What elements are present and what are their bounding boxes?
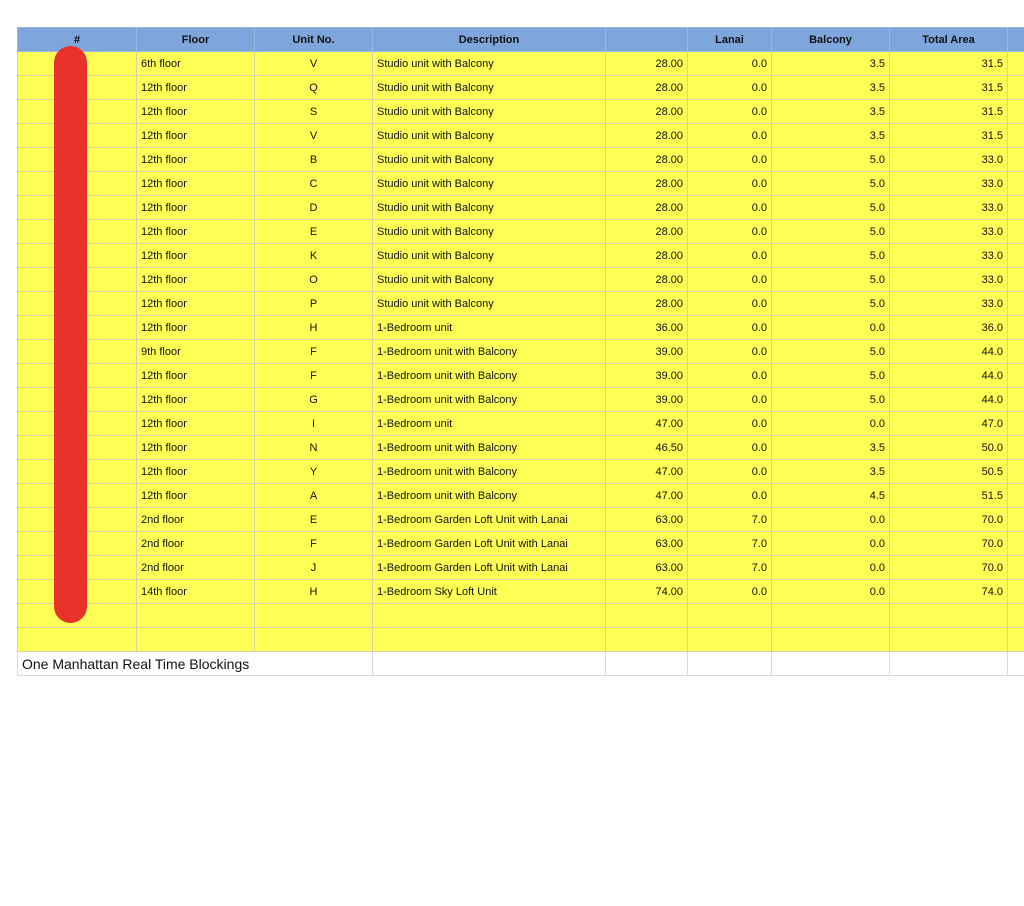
cell-description[interactable]: Studio unit with Balcony	[373, 148, 606, 172]
blank-row	[18, 628, 1024, 652]
cell-balcony[interactable]: 3.5	[772, 100, 890, 124]
cell-floor[interactable]: 12th floor	[137, 244, 255, 268]
cell-unit-no[interactable]: K	[255, 244, 373, 268]
cell-total-area[interactable]: 70.0	[890, 532, 1008, 556]
cell-description[interactable]: 1-Bedroom Garden Loft Unit with Lanai	[373, 556, 606, 580]
cell-balcony[interactable]: 0.0	[772, 580, 890, 604]
table-row	[18, 100, 1024, 124]
cell-area[interactable]: 28.00	[606, 268, 688, 292]
cell-floor[interactable]: 12th floor	[137, 268, 255, 292]
cell[interactable]	[688, 652, 772, 676]
table-row	[18, 388, 1024, 412]
cell-floor[interactable]: 12th floor	[137, 388, 255, 412]
cell-floor[interactable]: 2nd floor	[137, 532, 255, 556]
cell-area[interactable]: 28.00	[606, 76, 688, 100]
cell-lanai[interactable]: 0.0	[688, 436, 772, 460]
table-row	[18, 436, 1024, 460]
cell[interactable]	[255, 628, 373, 652]
cell-extra[interactable]	[1008, 436, 1024, 460]
cell-balcony[interactable]: 5.0	[772, 244, 890, 268]
cell-area[interactable]: 28.00	[606, 148, 688, 172]
cell-balcony[interactable]: 3.5	[772, 124, 890, 148]
cell-balcony[interactable]: 5.0	[772, 268, 890, 292]
cell-area[interactable]: 74.00	[606, 580, 688, 604]
cell-total-area[interactable]: 36.0	[890, 316, 1008, 340]
cell-total-area[interactable]: 33.0	[890, 196, 1008, 220]
cell-total-area[interactable]: 44.0	[890, 388, 1008, 412]
cell-extra[interactable]	[1008, 76, 1024, 100]
cell-description[interactable]: 1-Bedroom unit with Balcony	[373, 340, 606, 364]
cell-lanai[interactable]: 7.0	[688, 556, 772, 580]
header-lanai[interactable]: Lanai	[688, 28, 772, 52]
cell-balcony[interactable]: 0.0	[772, 556, 890, 580]
table-row	[18, 580, 1024, 604]
cell-unit-no[interactable]: O	[255, 268, 373, 292]
cell-unit-no[interactable]: C	[255, 172, 373, 196]
cell-balcony[interactable]: 5.0	[772, 220, 890, 244]
cell-floor[interactable]: 12th floor	[137, 220, 255, 244]
cell-total-area[interactable]: 31.5	[890, 100, 1008, 124]
cell-lanai[interactable]: 0.0	[688, 412, 772, 436]
cell[interactable]	[18, 628, 137, 652]
cell-extra[interactable]	[1008, 124, 1024, 148]
cell-area[interactable]: 47.00	[606, 460, 688, 484]
cell-unit-no[interactable]: A	[255, 484, 373, 508]
cell-area[interactable]: 63.00	[606, 508, 688, 532]
cell-description[interactable]: 1-Bedroom Garden Loft Unit with Lanai	[373, 532, 606, 556]
cell-total-area[interactable]: 33.0	[890, 244, 1008, 268]
cell-unit-no[interactable]: F	[255, 364, 373, 388]
cell-floor[interactable]: 12th floor	[137, 364, 255, 388]
cell-extra[interactable]	[1008, 556, 1024, 580]
cell-floor[interactable]: 12th floor	[137, 484, 255, 508]
cell-area[interactable]: 28.00	[606, 52, 688, 76]
table-row	[18, 484, 1024, 508]
cell-balcony[interactable]: 0.0	[772, 508, 890, 532]
cell[interactable]	[890, 652, 1008, 676]
cell-extra[interactable]	[1008, 100, 1024, 124]
cell-floor[interactable]: 12th floor	[137, 316, 255, 340]
cell-lanai[interactable]: 0.0	[688, 268, 772, 292]
cell[interactable]	[137, 628, 255, 652]
cell-lanai[interactable]: 7.0	[688, 532, 772, 556]
cell-balcony[interactable]: 3.5	[772, 460, 890, 484]
cell-unit-no[interactable]: E	[255, 508, 373, 532]
cell-description[interactable]: Studio unit with Balcony	[373, 268, 606, 292]
cell-floor[interactable]: 12th floor	[137, 460, 255, 484]
cell-description[interactable]: 1-Bedroom unit with Balcony	[373, 460, 606, 484]
cell-description[interactable]: 1-Bedroom unit with Balcony	[373, 364, 606, 388]
cell[interactable]	[606, 652, 688, 676]
cell-unit-no[interactable]: J	[255, 556, 373, 580]
cell-floor[interactable]: 12th floor	[137, 124, 255, 148]
cell-extra[interactable]	[1008, 484, 1024, 508]
cell-unit-no[interactable]: Q	[255, 76, 373, 100]
cell-extra[interactable]	[1008, 292, 1024, 316]
cell-description[interactable]: 1-Bedroom unit	[373, 412, 606, 436]
cell-balcony[interactable]: 5.0	[772, 364, 890, 388]
cell-extra[interactable]	[1008, 508, 1024, 532]
cell-floor[interactable]: 12th floor	[137, 148, 255, 172]
cell-total-area[interactable]: 33.0	[890, 220, 1008, 244]
cell-description[interactable]: 1-Bedroom unit with Balcony	[373, 484, 606, 508]
cell-area[interactable]: 28.00	[606, 100, 688, 124]
table-row	[18, 364, 1024, 388]
cell-description[interactable]: Studio unit with Balcony	[373, 172, 606, 196]
cell-unit-no[interactable]: G	[255, 388, 373, 412]
blockings-table	[17, 27, 1024, 676]
cell-extra[interactable]	[1008, 172, 1024, 196]
cell-unit-no[interactable]: F	[255, 532, 373, 556]
cell[interactable]	[373, 604, 606, 628]
cell-description[interactable]: Studio unit with Balcony	[373, 220, 606, 244]
cell-unit-no[interactable]: V	[255, 124, 373, 148]
cell-description[interactable]: 1-Bedroom unit with Balcony	[373, 436, 606, 460]
cell-total-area[interactable]: 44.0	[890, 340, 1008, 364]
header-total-area[interactable]: Total Area	[890, 28, 1008, 52]
cell-lanai[interactable]: 0.0	[688, 244, 772, 268]
cell-description[interactable]: 1-Bedroom unit with Balcony	[373, 388, 606, 412]
cell-extra[interactable]	[1008, 196, 1024, 220]
cell-extra[interactable]	[1008, 316, 1024, 340]
cell-balcony[interactable]: 5.0	[772, 172, 890, 196]
cell-area[interactable]: 28.00	[606, 244, 688, 268]
cell-extra[interactable]	[1008, 52, 1024, 76]
footer-title[interactable]: One Manhattan Real Time Blockings	[18, 652, 373, 676]
cell-extra[interactable]	[1008, 268, 1024, 292]
table-row	[18, 124, 1024, 148]
cell-balcony[interactable]: 5.0	[772, 148, 890, 172]
cell[interactable]	[373, 652, 606, 676]
cell-balcony[interactable]: 3.5	[772, 436, 890, 460]
cell-total-area[interactable]: 74.0	[890, 580, 1008, 604]
cell[interactable]	[606, 628, 688, 652]
cell-unit-no[interactable]: H	[255, 316, 373, 340]
table-row	[18, 220, 1024, 244]
cell-area[interactable]: 28.00	[606, 220, 688, 244]
header-unit-no[interactable]: Unit No.	[255, 28, 373, 52]
table-row	[18, 340, 1024, 364]
cell-lanai[interactable]: 0.0	[688, 148, 772, 172]
cell-total-area[interactable]: 47.0	[890, 412, 1008, 436]
table-body	[18, 52, 1024, 676]
cell-balcony[interactable]: 5.0	[772, 292, 890, 316]
cell-description[interactable]: Studio unit with Balcony	[373, 124, 606, 148]
cell-lanai[interactable]: 0.0	[688, 52, 772, 76]
cell-lanai[interactable]: 0.0	[688, 364, 772, 388]
cell-total-area[interactable]: 33.0	[890, 268, 1008, 292]
cell-lanai[interactable]: 0.0	[688, 484, 772, 508]
cell-extra[interactable]	[1008, 460, 1024, 484]
blank-row	[18, 604, 1024, 628]
cell-floor[interactable]: 12th floor	[137, 436, 255, 460]
cell-floor[interactable]: 14th floor	[137, 580, 255, 604]
cell-lanai[interactable]: 0.0	[688, 580, 772, 604]
cell-balcony[interactable]: 3.5	[772, 52, 890, 76]
cell[interactable]	[1008, 604, 1024, 628]
cell-description[interactable]: Studio unit with Balcony	[373, 196, 606, 220]
cell-area[interactable]: 28.00	[606, 172, 688, 196]
cell-unit-no[interactable]: N	[255, 436, 373, 460]
table-row	[18, 244, 1024, 268]
cell-description[interactable]: Studio unit with Balcony	[373, 52, 606, 76]
cell-extra[interactable]	[1008, 580, 1024, 604]
cell-extra[interactable]	[1008, 364, 1024, 388]
redaction-mark	[54, 46, 87, 623]
cell[interactable]	[772, 604, 890, 628]
cell[interactable]	[1008, 652, 1024, 676]
cell-lanai[interactable]: 0.0	[688, 316, 772, 340]
table-row	[18, 196, 1024, 220]
header-area[interactable]	[606, 28, 688, 52]
cell-area[interactable]: 39.00	[606, 388, 688, 412]
cell-floor[interactable]: 2nd floor	[137, 556, 255, 580]
cell-area[interactable]: 46.50	[606, 436, 688, 460]
header-extra[interactable]	[1008, 28, 1024, 52]
cell-floor[interactable]: 12th floor	[137, 412, 255, 436]
cell-extra[interactable]	[1008, 148, 1024, 172]
cell-total-area[interactable]: 33.0	[890, 148, 1008, 172]
cell-area[interactable]: 47.00	[606, 484, 688, 508]
cell-area[interactable]: 36.00	[606, 316, 688, 340]
cell-floor[interactable]: 2nd floor	[137, 508, 255, 532]
cell-area[interactable]: 28.00	[606, 196, 688, 220]
cell-area[interactable]: 28.00	[606, 292, 688, 316]
cell-total-area[interactable]: 33.0	[890, 292, 1008, 316]
cell-area[interactable]: 47.00	[606, 412, 688, 436]
cell-floor[interactable]: 12th floor	[137, 76, 255, 100]
cell-description[interactable]: Studio unit with Balcony	[373, 100, 606, 124]
cell-extra[interactable]	[1008, 244, 1024, 268]
cell[interactable]	[606, 604, 688, 628]
cell-area[interactable]: 63.00	[606, 532, 688, 556]
cell-extra[interactable]	[1008, 220, 1024, 244]
table-row	[18, 148, 1024, 172]
cell-total-area[interactable]: 31.5	[890, 124, 1008, 148]
cell-extra[interactable]	[1008, 532, 1024, 556]
cell-lanai[interactable]: 0.0	[688, 388, 772, 412]
table-row	[18, 460, 1024, 484]
cell-unit-no[interactable]: F	[255, 340, 373, 364]
cell-extra[interactable]	[1008, 340, 1024, 364]
cell-description[interactable]: Studio unit with Balcony	[373, 76, 606, 100]
cell[interactable]	[772, 628, 890, 652]
cell-balcony[interactable]: 5.0	[772, 340, 890, 364]
cell-balcony[interactable]: 5.0	[772, 196, 890, 220]
cell-area[interactable]: 39.00	[606, 364, 688, 388]
cell-lanai[interactable]: 0.0	[688, 292, 772, 316]
table-row	[18, 532, 1024, 556]
cell[interactable]	[1008, 628, 1024, 652]
table-row	[18, 316, 1024, 340]
cell[interactable]	[688, 604, 772, 628]
table-row	[18, 292, 1024, 316]
cell-floor[interactable]: 12th floor	[137, 196, 255, 220]
cell-balcony[interactable]: 4.5	[772, 484, 890, 508]
cell-unit-no[interactable]: S	[255, 100, 373, 124]
cell[interactable]	[772, 652, 890, 676]
cell-area[interactable]: 39.00	[606, 340, 688, 364]
cell-unit-no[interactable]: V	[255, 52, 373, 76]
cell-description[interactable]: Studio unit with Balcony	[373, 292, 606, 316]
cell-balcony[interactable]: 3.5	[772, 76, 890, 100]
table-row	[18, 268, 1024, 292]
table-row	[18, 172, 1024, 196]
cell-unit-no[interactable]: D	[255, 196, 373, 220]
cell[interactable]	[137, 604, 255, 628]
header-description[interactable]: Description	[373, 28, 606, 52]
cell-extra[interactable]	[1008, 412, 1024, 436]
cell-floor[interactable]: 12th floor	[137, 100, 255, 124]
table-row	[18, 52, 1024, 76]
cell[interactable]	[890, 628, 1008, 652]
cell-extra[interactable]	[1008, 388, 1024, 412]
cell-total-area[interactable]: 31.5	[890, 76, 1008, 100]
header-balcony[interactable]: Balcony	[772, 28, 890, 52]
cell-unit-no[interactable]: I	[255, 412, 373, 436]
cell-description[interactable]: Studio unit with Balcony	[373, 244, 606, 268]
cell-description[interactable]: 1-Bedroom Sky Loft Unit	[373, 580, 606, 604]
cell-balcony[interactable]: 0.0	[772, 316, 890, 340]
cell-lanai[interactable]: 0.0	[688, 220, 772, 244]
cell-unit-no[interactable]: P	[255, 292, 373, 316]
cell-description[interactable]: 1-Bedroom unit	[373, 316, 606, 340]
header-floor[interactable]: Floor	[137, 28, 255, 52]
cell[interactable]	[255, 604, 373, 628]
cell-balcony[interactable]: 0.0	[772, 532, 890, 556]
table-row	[18, 508, 1024, 532]
cell-unit-no[interactable]: E	[255, 220, 373, 244]
table-row	[18, 556, 1024, 580]
cell-unit-no[interactable]: H	[255, 580, 373, 604]
cell-lanai[interactable]: 0.0	[688, 460, 772, 484]
cell-total-area[interactable]: 70.0	[890, 556, 1008, 580]
cell[interactable]	[373, 628, 606, 652]
header-row	[18, 28, 1024, 52]
header-number[interactable]: #	[18, 28, 137, 52]
cell-floor[interactable]: 9th floor	[137, 340, 255, 364]
cell-total-area[interactable]: 50.5	[890, 460, 1008, 484]
cell-total-area[interactable]: 33.0	[890, 172, 1008, 196]
cell-area[interactable]: 28.00	[606, 124, 688, 148]
cell[interactable]	[890, 604, 1008, 628]
cell-area[interactable]: 63.00	[606, 556, 688, 580]
cell-total-area[interactable]: 70.0	[890, 508, 1008, 532]
cell[interactable]	[688, 628, 772, 652]
cell-lanai[interactable]: 0.0	[688, 196, 772, 220]
table-row	[18, 412, 1024, 436]
footer-row	[18, 652, 1024, 676]
cell-total-area[interactable]: 31.5	[890, 52, 1008, 76]
cell-total-area[interactable]: 44.0	[890, 364, 1008, 388]
cell-floor[interactable]: 12th floor	[137, 172, 255, 196]
cell-description[interactable]: 1-Bedroom Garden Loft Unit with Lanai	[373, 508, 606, 532]
cell-unit-no[interactable]: Y	[255, 460, 373, 484]
cell-lanai[interactable]: 7.0	[688, 508, 772, 532]
cell-lanai[interactable]: 0.0	[688, 172, 772, 196]
cell-balcony[interactable]: 0.0	[772, 412, 890, 436]
cell-floor[interactable]: 12th floor	[137, 292, 255, 316]
cell-floor[interactable]: 6th floor	[137, 52, 255, 76]
cell-balcony[interactable]: 5.0	[772, 388, 890, 412]
table-row	[18, 76, 1024, 100]
cell-lanai[interactable]: 0.0	[688, 76, 772, 100]
cell-unit-no[interactable]: B	[255, 148, 373, 172]
cell-total-area[interactable]: 50.0	[890, 436, 1008, 460]
cell-lanai[interactable]: 0.0	[688, 340, 772, 364]
cell-lanai[interactable]: 0.0	[688, 100, 772, 124]
cell-lanai[interactable]: 0.0	[688, 124, 772, 148]
cell-total-area[interactable]: 51.5	[890, 484, 1008, 508]
